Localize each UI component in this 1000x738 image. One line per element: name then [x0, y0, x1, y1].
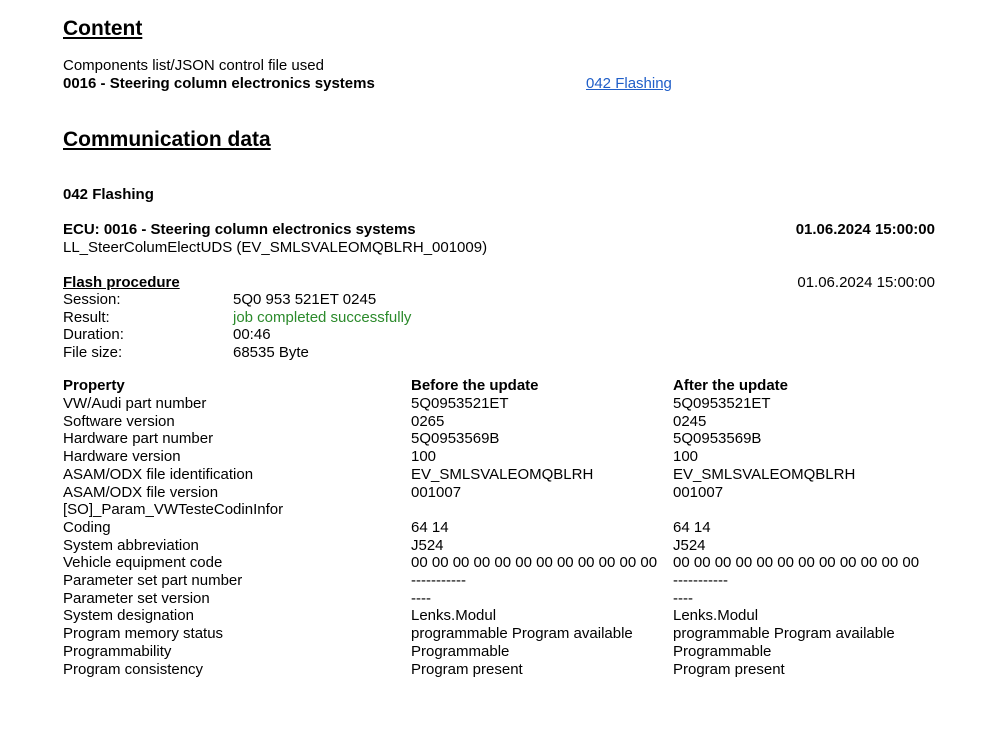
table-row [0, 430, 1000, 448]
table-row [0, 572, 1000, 590]
after-cell: ---- [673, 589, 693, 607]
table-row [0, 448, 1000, 466]
property-cell: [SO]_Param_VWTesteCodinInfor [63, 501, 284, 519]
header-after: After the update [673, 377, 789, 394]
after-cell: J524 [673, 536, 706, 554]
table-row [0, 643, 1000, 661]
before-cell: 5Q0953569B [411, 430, 500, 448]
flash-field-duration [0, 326, 1000, 344]
after-cell: Programmable [673, 642, 772, 660]
flash-field-value: 68535 Byte [233, 344, 309, 361]
after-cell: 5Q0953569B [673, 430, 762, 448]
before-cell: ----------- [411, 572, 466, 589]
ecu-title: ECU: 0016 - Steering column electronics systems [63, 221, 416, 238]
flash-field-result [0, 309, 1000, 327]
after-cell: 5Q0953521ET [673, 395, 771, 412]
ecu-datetime: 01.06.2024 15:00:00 [795, 221, 935, 238]
ecu-identifier: LL_SteerColumElectUDS (EV_SMLSVALEOMQBLRH_001009) [63, 239, 488, 256]
table-row [0, 537, 1000, 555]
communication-heading: Communication data [63, 128, 271, 151]
flash-result-value: job completed successfully [233, 309, 412, 326]
property-cell: Program consistency [63, 660, 204, 678]
property-cell: Coding [63, 518, 111, 536]
before-cell: Program present [411, 660, 523, 678]
components-label: Components list/JSON control file used [63, 57, 324, 74]
before-cell: J524 [411, 536, 444, 554]
property-cell: Programmability [63, 642, 172, 660]
table-row [0, 395, 1000, 413]
header-before: Before the update [411, 377, 539, 394]
flash-procedure-datetime: 01.06.2024 15:00:00 [797, 274, 935, 291]
flash-field-label: Session: [63, 291, 121, 308]
before-cell: 001007 [411, 483, 462, 501]
table-row [0, 607, 1000, 625]
before-cell: 00 00 00 00 00 00 00 00 00 00 00 00 [411, 554, 658, 572]
before-cell: EV_SMLSVALEOMQBLRH [411, 465, 594, 483]
after-cell: ----------- [673, 572, 728, 589]
property-cell: System abbreviation [63, 536, 199, 554]
table-row [0, 590, 1000, 608]
table-row [0, 519, 1000, 537]
flash-procedure-title: Flash procedure [63, 274, 180, 291]
property-cell: Hardware version [63, 448, 181, 466]
table-row [0, 501, 1000, 519]
after-cell: 64 14 [673, 518, 711, 536]
property-cell: ASAM/ODX file identification [63, 465, 254, 483]
flash-field-label: Result: [63, 309, 110, 326]
flash-field-label: File size: [63, 344, 123, 361]
before-cell: 100 [411, 448, 437, 466]
table-header [0, 377, 1000, 395]
flash-field-session [0, 291, 1000, 309]
property-cell: Parameter set part number [63, 572, 243, 589]
before-cell: Programmable [411, 642, 510, 660]
before-cell: ---- [411, 589, 431, 607]
after-cell: 100 [673, 448, 699, 466]
table-row [0, 554, 1000, 572]
property-cell: Hardware part number [63, 430, 214, 448]
table-row [0, 413, 1000, 431]
after-cell: Lenks.Modul [673, 607, 759, 625]
before-cell: 5Q0953521ET [411, 395, 509, 412]
flashing-link[interactable]: 042 Flashing [586, 75, 672, 92]
property-cell: Program memory status [63, 625, 224, 643]
table-row [0, 466, 1000, 484]
property-cell: System designation [63, 607, 194, 625]
after-cell: Program present [673, 660, 785, 678]
property-cell: Software version [63, 412, 175, 430]
component-name: 0016 - Steering column electronics systems [63, 75, 375, 92]
after-cell: 001007 [673, 483, 724, 501]
before-cell: 64 14 [411, 518, 449, 536]
before-cell: 0265 [411, 412, 445, 430]
after-cell: EV_SMLSVALEOMQBLRH [673, 465, 856, 483]
property-cell: Vehicle equipment code [63, 554, 223, 572]
flash-field-value: 5Q0 953 521ET 0245 [233, 291, 377, 308]
flash-field-label: Duration: [63, 326, 124, 343]
property-cell: ASAM/ODX file version [63, 483, 219, 501]
property-cell: VW/Audi part number [63, 395, 207, 412]
content-heading: Content [63, 17, 143, 40]
table-row [0, 625, 1000, 643]
after-cell: 00 00 00 00 00 00 00 00 00 00 00 00 [673, 554, 920, 572]
after-cell: 0245 [673, 412, 707, 430]
table-row [0, 484, 1000, 502]
before-cell: Lenks.Modul [411, 607, 497, 625]
flash-field-file-size [0, 344, 1000, 362]
before-cell: programmable Program available [411, 625, 633, 643]
after-cell: programmable Program available [673, 625, 895, 643]
property-cell: Parameter set version [63, 589, 210, 607]
table-row [0, 661, 1000, 679]
communication-subheading: 042 Flashing [63, 186, 154, 203]
flash-field-value: 00:46 [233, 326, 271, 343]
header-property: Property [63, 377, 125, 394]
